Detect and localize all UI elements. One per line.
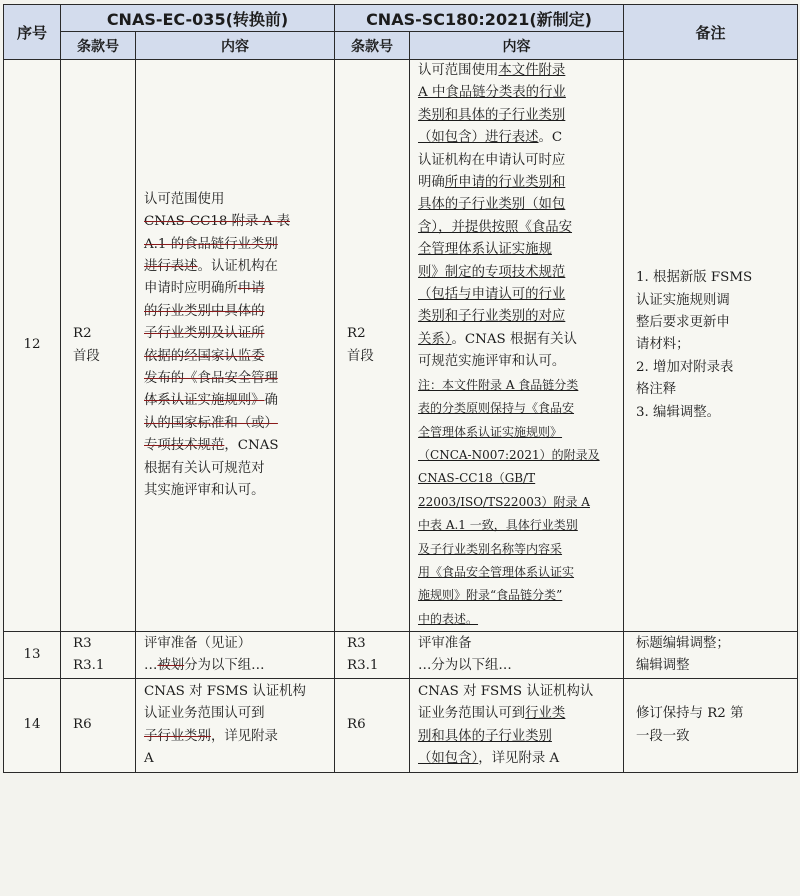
added-text: CNAS-CC18（GB/T: [418, 471, 536, 486]
content-line: [144, 633, 328, 655]
remark-line: 格注释: [636, 382, 677, 398]
new-clause-cell: [335, 632, 410, 679]
deleted-text: 认的国家标准和（或）: [144, 415, 278, 431]
added-text: 及子行业类别名称等内容采: [418, 541, 563, 556]
new-clause-cell: [335, 60, 410, 632]
content-line: [418, 608, 617, 631]
remark-line: 一段一致: [636, 728, 690, 744]
content-line: [144, 346, 328, 368]
content-line: [144, 458, 328, 480]
new-content-cell: [410, 60, 624, 632]
content-line: [418, 444, 617, 467]
remark-line: 3. 编辑调整。: [636, 404, 721, 420]
new-clause-header: 条款号: [335, 32, 410, 60]
text-segment: 其实施评审和认可。: [144, 483, 265, 499]
clause-line: R2: [347, 326, 366, 342]
added-text: 关系）: [418, 331, 452, 347]
added-text: 类别和具体的子行业类别: [418, 107, 566, 123]
new-content-cell: [410, 679, 624, 773]
content-line: [418, 681, 617, 703]
content-line: [418, 60, 617, 82]
text-segment: 可规范实施评审和认可。: [418, 354, 566, 370]
deleted-text: 的行业类别中具体的: [144, 303, 265, 319]
remark-line: 整后要求更新申: [636, 314, 730, 330]
new-standard-header: CNAS-SC180:2021(新制定): [335, 5, 624, 32]
content-line: [144, 726, 328, 748]
text-segment: 根据有关认可规范对: [144, 460, 265, 476]
text-segment: …分为以下组…: [418, 658, 512, 674]
clause-line: 首段: [347, 348, 374, 364]
old-clause-cell: [61, 679, 136, 773]
clause-line: 首段: [73, 348, 100, 364]
content-line: [418, 217, 617, 239]
seq-cell: 13: [4, 632, 61, 679]
text-segment: A: [144, 751, 154, 767]
content-line: [418, 748, 617, 770]
header-row: [4, 5, 798, 32]
added-text: 类别和子行业类别的对应: [418, 309, 566, 325]
deleted-text: 依据的经国家认监委: [144, 348, 265, 364]
old-clause-header: 条款号: [61, 32, 136, 60]
content-line: [418, 397, 617, 420]
text-segment: 。认证机构在: [197, 258, 278, 274]
table-row: [4, 679, 798, 773]
new-content-header: 内容: [410, 32, 624, 60]
added-text: 22003/ISO/TS22003）附录 A: [418, 494, 590, 509]
text-segment: 评审准备: [418, 636, 472, 652]
text-segment: 确: [264, 393, 278, 409]
deleted-text: 专项技术规范: [144, 438, 225, 454]
deleted-text: A.1 的食品链行业类别: [144, 236, 278, 252]
added-text: （CNCA-N007:2021）的附录及: [418, 447, 600, 462]
clause-line: R3.1: [73, 658, 105, 674]
text-segment: 分为以下组…: [184, 658, 265, 674]
remark-line: 标题编辑调整；: [636, 636, 730, 652]
text-segment: 认证业务范围认可到: [144, 706, 265, 722]
content-line: [144, 748, 328, 770]
content-line: [418, 538, 617, 561]
table-row: [4, 632, 798, 679]
old-clause-cell: [61, 632, 136, 679]
content-line: [144, 681, 328, 703]
deleted-text: 子行业类别: [144, 728, 211, 744]
deleted-text: 进行表述: [144, 258, 198, 274]
seq-cell: 12: [4, 60, 61, 632]
text-segment: ，详见附录 A: [478, 751, 560, 767]
text-segment: …: [144, 658, 158, 674]
content-line: [418, 514, 617, 537]
remark-cell: [624, 679, 798, 773]
added-text: 中的表述。: [418, 611, 479, 626]
added-text: 全管理体系认证实施规: [418, 242, 552, 258]
remark-cell: [624, 60, 798, 632]
text-segment: 证业务范围认可到: [418, 706, 526, 722]
content-line: [418, 105, 617, 127]
remark-line: 请材料；: [636, 337, 690, 353]
clause-line: R3: [347, 636, 366, 652]
content-line: [144, 301, 328, 323]
content-line: [144, 234, 328, 256]
content-line: [418, 82, 617, 104]
content-line: [418, 703, 617, 725]
text-segment: ，详见附录: [210, 728, 278, 744]
content-line: [418, 633, 617, 655]
content-line: [418, 239, 617, 261]
added-text: 中表 A.1 一致，具体行业类别: [418, 518, 578, 533]
content-line: [418, 127, 617, 149]
content-line: [418, 351, 617, 373]
added-text: 具体的子行业类别（如包: [418, 197, 566, 213]
deleted-text: CNAS-CC18 附录 A 表: [144, 214, 290, 230]
deleted-text: 被划: [157, 658, 185, 674]
content-line: [144, 703, 328, 725]
old-content-header: 内容: [136, 32, 335, 60]
old-content-cell: [136, 60, 335, 632]
deleted-text: 发布的《食品安全管理: [144, 370, 278, 386]
added-text: 注：本文件附录 A 食品链分类: [418, 377, 579, 392]
added-text: 全管理体系认证实施规则》: [418, 424, 563, 439]
content-line: [144, 480, 328, 502]
clause-line: R3.1: [347, 658, 379, 674]
content-line: [418, 374, 617, 397]
text-segment: 认证机构在申请认可时应: [418, 152, 566, 168]
seq-cell: 14: [4, 679, 61, 773]
deleted-text: 体系认证实施规则》: [144, 393, 265, 409]
text-segment: 认可范围使用: [418, 63, 499, 78]
remark-line: 1. 根据新版 FSMS: [636, 270, 753, 286]
old-content-cell: [136, 632, 335, 679]
content-line: [418, 194, 617, 216]
content-line: [418, 421, 617, 444]
content-line: [418, 306, 617, 328]
text-segment: 认可范围使用: [144, 191, 225, 207]
added-text: 含），并提供按照《食品安: [418, 219, 573, 235]
old-standard-header: CNAS-EC-035(转换前): [61, 5, 335, 32]
clause-line: R6: [347, 717, 366, 733]
remark-line: 认证实施规则调: [636, 292, 730, 308]
content-line: [418, 561, 617, 584]
old-clause-cell: [61, 60, 136, 632]
content-line: [144, 211, 328, 233]
text-segment: 申请时应明确所: [144, 281, 238, 297]
remark-header: 备注: [624, 5, 798, 60]
added-text: 则》制定的专项技术规范: [418, 264, 566, 280]
remark-line: 修订保持与 R2 第: [636, 706, 744, 722]
remark-line: 2. 增加对附录表: [636, 359, 734, 375]
added-text: 施规则》附录“食品链分类”: [418, 588, 563, 603]
new-content-cell: [410, 632, 624, 679]
clause-line: R6: [73, 717, 92, 733]
table-row: [4, 60, 798, 632]
deleted-text: 子行业类别及认证所: [144, 326, 265, 342]
content-line: [418, 172, 617, 194]
added-text: （包括与申请认可的行业: [418, 287, 566, 303]
added-text: 行业类: [525, 706, 566, 722]
content-line: [144, 368, 328, 390]
added-text: 本文件附录: [498, 63, 566, 78]
seq-header: 序号: [4, 5, 61, 60]
content-line: [144, 413, 328, 435]
new-clause-cell: [335, 679, 410, 773]
content-line: [144, 189, 328, 211]
text-segment: 。C: [538, 130, 563, 146]
content-line: [418, 329, 617, 351]
content-line: [144, 278, 328, 300]
content-line: [144, 655, 328, 677]
text-segment: 。CNAS 根据有关认: [451, 331, 577, 347]
added-text: （如包含）进行表述: [418, 130, 539, 146]
clause-line: R3: [73, 636, 92, 652]
content-line: [418, 150, 617, 172]
content-line: [144, 256, 328, 278]
old-content-cell: [136, 679, 335, 773]
added-text: 所申请的行业类别和: [444, 175, 566, 191]
text-segment: ，CNAS: [224, 438, 279, 454]
comparison-table: [3, 4, 798, 773]
remark-line: 编辑调整: [636, 658, 690, 674]
content-line: [418, 491, 617, 514]
content-line: [418, 726, 617, 748]
content-line: [144, 390, 328, 412]
text-segment: CNAS 对 FSMS 认证机构认: [418, 683, 594, 699]
added-text: （如包含）: [418, 751, 479, 767]
content-line: [418, 262, 617, 284]
text-segment: 评审准备（见证）: [144, 636, 252, 652]
text-segment: 明确: [418, 175, 445, 191]
added-text: 表的分类原则保持与《食品安: [418, 401, 575, 416]
deleted-text: 申请: [237, 281, 265, 297]
added-text: A 中食品链分类表的行业: [418, 85, 566, 101]
content-line: [418, 467, 617, 490]
content-line: [144, 435, 328, 457]
content-line: [418, 584, 617, 607]
content-line: [418, 655, 617, 677]
clause-line: R2: [73, 326, 92, 342]
added-text: 别和具体的子行业类别: [418, 728, 552, 744]
text-segment: CNAS 对 FSMS 认证机构: [144, 683, 306, 699]
added-text: 用《食品安全管理体系认证实: [418, 564, 575, 579]
remark-cell: [624, 632, 798, 679]
content-line: [418, 284, 617, 306]
content-line: [144, 323, 328, 345]
